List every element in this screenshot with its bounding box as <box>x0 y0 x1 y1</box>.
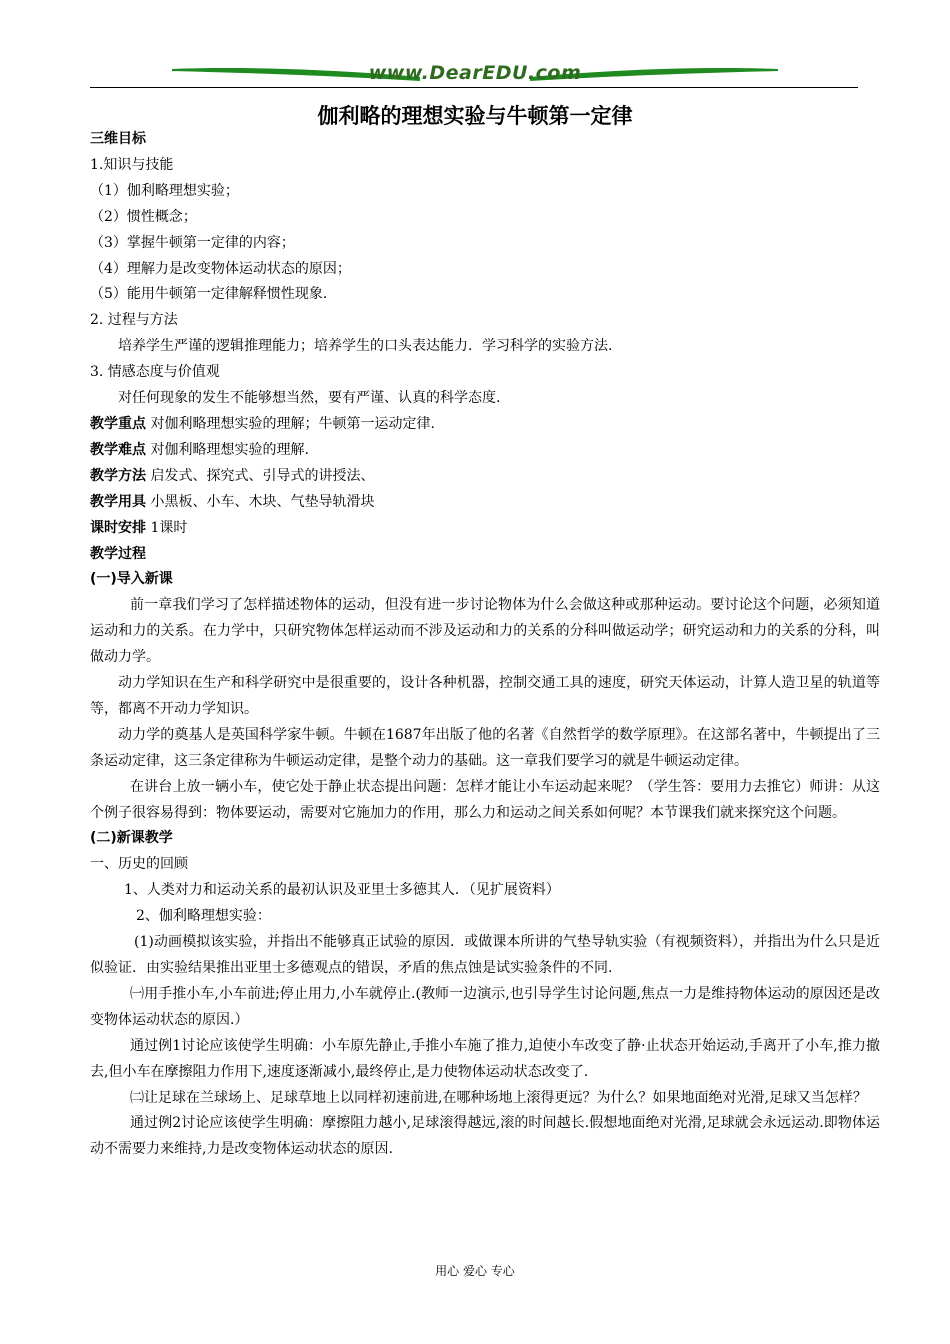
attitude-heading: 3. 情感态度与价值观 <box>90 364 220 381</box>
difficulty-line <box>90 438 880 464</box>
knowledge-item: （3）掌握牛顿第一定律的内容； <box>90 234 295 251</box>
knowledge-item: （2）惯性概念； <box>90 208 197 225</box>
knowledge-heading: 1.知识与技能 <box>90 156 174 173</box>
key-point-text: 对伽利略理想实验的理解；牛顿第一运动定律. <box>146 415 435 432</box>
method-line <box>90 464 880 490</box>
knowledge-item: （1）伽利略理想实验； <box>90 182 239 199</box>
header-rule <box>90 87 858 88</box>
history-heading: 一、历史的回顾 <box>90 856 188 873</box>
tools-line <box>90 490 880 516</box>
intro-paragraph: 动力学的奠基人是英国科学家牛顿。牛顿在1687年出版了他的名著《自然哲学的数学原理》。在这部名著中，牛顿提出了三条运动定律，这三条定律称为牛顿运动定律，是整个动力的基础。这一章我们要学习的就是牛顿运动定律。 <box>90 726 880 769</box>
site-logo-text: www.DearEDU.com <box>368 62 582 84</box>
key-point-label: 教学重点 <box>90 415 146 432</box>
document-body <box>90 127 880 1163</box>
history-item: 1、人类对力和运动关系的最初认识及亚里士多德其人．（见扩展资料） <box>124 882 560 899</box>
difficulty-label: 教学难点 <box>90 441 146 458</box>
intro-heading: (一)导入新课 <box>90 571 173 588</box>
intro-paragraph: 前一章我们学习了怎样描述物体的运动，但没有进一步讨论物体为什么会做这种或那种运动。要讨论这个问题，必须知道运动和力的关系。在力学中，只研究物体怎样运动而不涉及运动和力的关系的分科叫做运动学；研究运动和力的关系的分科，叫做动力学。 <box>90 597 880 666</box>
intro-paragraph: 动力学知识在生产和科学研究中是很重要的，设计各种机器，控制交通工具的速度，研究天体运动，计算人造卫星的轨道等等，都离不开动力学知识。 <box>90 675 880 717</box>
knowledge-item: （5）能用牛顿第一定律解释惯性现象. <box>90 286 328 303</box>
process-method-text: 培养学生严谨的逻辑推理能力；培养学生的口头表达能力．学习科学的实验方法. <box>118 338 613 355</box>
key-point-line <box>90 412 880 438</box>
new-lesson-heading: (二)新课教学 <box>90 830 173 847</box>
method-label: 教学方法 <box>90 467 146 484</box>
intro-paragraph: 在讲台上放一辆小车，使它处于静止状态提出问题：怎样才能让小车运动起来呢？（学生答：要用力去推它）师讲：从这个例子很容易得到：物体要运动，需要对它施加力的作用，那么力和运动之间关系如何呢？本节课我们就来探究这个问题。 <box>90 778 880 821</box>
tools-text: 小黑板、小车、木块、气垫导轨滑块 <box>146 493 375 510</box>
objectives-heading: 三维目标 <box>90 131 146 147</box>
method-text: 启发式、探究式、引导式的讲授法、 <box>146 467 375 484</box>
document-title: 伽利略的理想实验与牛顿第一定律 <box>317 103 633 128</box>
hours-line <box>90 516 880 542</box>
tools-label: 教学用具 <box>90 493 146 510</box>
attitude-text: 对任何现象的发生不能够想当然，要有严谨、认真的科学态度. <box>118 390 501 407</box>
lesson-paragraph: (1)动画模拟该实验，并指出不能够真正试验的原因．或做课本所讲的气垫导轨实验（有视频资料），并指出为什么只是近似验证．由实验结果推出亚里士多德观点的错误，矛盾的焦点蚀是试实验条件的不同. <box>90 934 880 976</box>
site-banner <box>170 62 780 88</box>
process-method-heading: 2. 过程与方法 <box>90 312 178 329</box>
history-item: 2、伽利略理想实验： <box>136 908 271 925</box>
lesson-paragraph: ㈠用手推小车,小车前进;停止用力,小车就停止.(教师一边演示,也引导学生讨论问题,焦点一力是维持物体运动的原因还是改变物体运动状态的原因.） <box>90 985 880 1028</box>
hours-label: 课时安排 <box>90 519 146 536</box>
hours-text: 1课时 <box>146 519 188 536</box>
teaching-process-heading: 教学过程 <box>90 545 146 562</box>
difficulty-text: 对伽利略理想实验的理解. <box>146 441 309 458</box>
page-footer: 用心 爱心 专心 <box>435 1264 515 1278</box>
lesson-paragraph: 通过例1讨论应该使学生明确：小车原先静止,手推小车施了推力,迫使小车改变了静·止状态开始运动,手离开了小车,推力撤去,但小车在摩擦阻力作用下,速度逐渐减小,最终停止,是力使物体运动状态改变了. <box>90 1037 880 1080</box>
lesson-paragraph: ㈡让足球在兰球场上、足球草地上以同样初速前进,在哪种场地上滚得更远？为什么？如果地面绝对光滑,足球又当怎样？ <box>130 1089 867 1106</box>
knowledge-item: （4）理解力是改变物体运动状态的原因； <box>90 260 351 277</box>
lesson-paragraph: 通过例2讨论应该使学生明确：摩擦阻力越小,足球滚得越远,滚的时间越长.假想地面绝对光滑,足球就会永远运动.即物体运动不需要力来维持,力是改变物体运动状态的原因. <box>90 1115 880 1158</box>
